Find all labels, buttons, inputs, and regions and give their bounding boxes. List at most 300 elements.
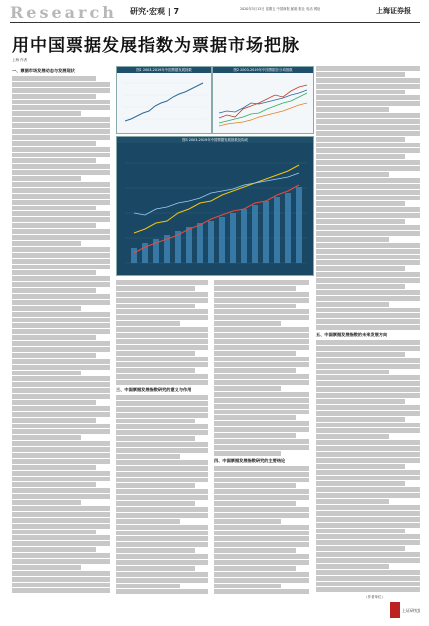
section-heading: 五、中国票据发展指数的未来发展方向 (316, 332, 388, 338)
text-line (12, 211, 110, 216)
text-line (214, 392, 309, 397)
text-line (12, 270, 96, 275)
text-line (12, 323, 110, 328)
text-line (116, 525, 208, 530)
text-line (316, 72, 405, 77)
text-line (12, 200, 110, 205)
text-line (116, 448, 208, 453)
text-line (214, 333, 309, 338)
text-line (12, 223, 96, 228)
text-line (214, 398, 309, 403)
text-line (12, 235, 110, 240)
text-line (12, 306, 81, 311)
text-line (116, 531, 208, 536)
text-line (214, 525, 309, 530)
chart-3-plot (117, 143, 313, 275)
text-line (12, 482, 96, 487)
text-line (214, 566, 296, 571)
text-line (316, 319, 420, 324)
text-line (316, 131, 420, 136)
author-unit: （作者单位） (364, 595, 385, 599)
text-line (214, 374, 309, 379)
text-line (316, 476, 420, 481)
text-line (12, 312, 110, 317)
text-line (116, 566, 195, 571)
text-line (214, 519, 281, 524)
text-line (12, 76, 96, 81)
text-line (214, 357, 309, 362)
text-line (12, 176, 81, 181)
text-line (316, 434, 389, 439)
text-line (316, 107, 389, 112)
text-line (12, 117, 110, 122)
text-line (12, 465, 96, 470)
text-line (316, 290, 420, 295)
text-line (116, 321, 180, 326)
section-heading: 四、中国票据发展指数研究的主要结论 (214, 457, 286, 463)
text-line (316, 284, 405, 289)
text-line (316, 411, 420, 416)
text-column-3 (214, 280, 309, 594)
text-line (12, 170, 110, 175)
text-line (316, 487, 420, 492)
text-line (214, 560, 309, 565)
text-line (316, 399, 405, 404)
text-line (12, 412, 110, 417)
text-line (316, 540, 420, 545)
text-line (12, 318, 110, 323)
text-line (316, 272, 420, 277)
text-line (316, 166, 420, 171)
text-line (316, 219, 405, 224)
text-line (316, 552, 420, 557)
text-line (316, 570, 420, 575)
text-line (12, 541, 110, 546)
text-line (316, 481, 405, 486)
text-line (12, 229, 110, 234)
text-line (316, 296, 420, 301)
text-line (316, 143, 420, 148)
text-line (12, 435, 81, 440)
text-line (12, 111, 81, 116)
text-line (12, 217, 110, 222)
text-line (116, 513, 208, 518)
text-line (12, 288, 96, 293)
text-column-1 (12, 66, 110, 594)
text-line (316, 325, 420, 330)
text-line (116, 368, 195, 373)
text-line (316, 470, 420, 475)
text-line (214, 584, 281, 589)
text-line (316, 90, 405, 95)
text-line (116, 472, 208, 477)
text-line (116, 292, 208, 297)
text-line (12, 500, 81, 505)
text-line (214, 572, 309, 577)
text-line (316, 499, 389, 504)
footer-logo (390, 602, 420, 620)
text-line (12, 253, 110, 258)
text-line (316, 423, 420, 428)
text-line (214, 554, 309, 559)
text-line (316, 125, 420, 130)
text-line (316, 428, 420, 433)
text-line (116, 436, 195, 441)
text-line (12, 471, 110, 476)
text-line (316, 405, 420, 410)
text-line (116, 407, 208, 412)
text-line (316, 172, 389, 177)
text-line (214, 427, 309, 432)
brand-wordmark: Research (10, 3, 117, 22)
text-line (116, 578, 208, 583)
text-line (316, 517, 420, 522)
text-line (214, 298, 309, 303)
text-line (116, 454, 180, 459)
text-line (316, 493, 420, 498)
text-line (214, 410, 309, 415)
text-line (214, 536, 309, 541)
text-line (316, 417, 405, 422)
text-line (116, 572, 208, 577)
text-line (214, 578, 309, 583)
text-line (116, 315, 208, 320)
text-line (12, 459, 110, 464)
text-line (214, 345, 309, 350)
text-line (316, 101, 420, 106)
text-line (316, 213, 420, 218)
text-line (12, 406, 110, 411)
text-line (214, 339, 309, 344)
text-line (316, 511, 420, 516)
text-line (116, 548, 195, 553)
text-line (316, 546, 405, 551)
section-heading: 三、中国票据发展指数研究的意义与作用 (116, 387, 192, 393)
text-line (12, 441, 110, 446)
text-line (214, 531, 309, 536)
text-line (316, 231, 420, 236)
text-line (316, 266, 405, 271)
text-line (116, 424, 208, 429)
text-line (316, 440, 420, 445)
text-line (316, 260, 420, 265)
text-line (316, 95, 420, 100)
text-line (116, 351, 195, 356)
text-line (12, 488, 110, 493)
text-line (316, 137, 405, 142)
text-line (12, 347, 110, 352)
text-line (12, 335, 96, 340)
text-line (116, 401, 208, 406)
text-line (12, 341, 110, 346)
text-line (316, 160, 420, 165)
text-line (116, 501, 195, 506)
text-column-2 (116, 280, 208, 594)
text-line (12, 82, 110, 87)
text-line (12, 388, 110, 393)
text-line (316, 78, 420, 83)
text-line (12, 123, 110, 128)
figure-caption: 图2 2003-2019年中国票据各分项指数 (213, 67, 313, 73)
text-line (316, 201, 405, 206)
text-line (12, 135, 110, 140)
text-line (12, 553, 110, 558)
text-line (316, 534, 420, 539)
text-line (316, 529, 405, 534)
text-line (316, 446, 420, 451)
text-line (12, 571, 110, 576)
text-line (12, 512, 110, 517)
text-line (214, 286, 296, 291)
text-line (316, 302, 389, 307)
text-line (12, 535, 110, 540)
text-line (214, 280, 309, 285)
text-line (316, 523, 420, 528)
text-line (12, 524, 110, 529)
chart-1-plot (117, 73, 211, 133)
text-line (12, 424, 110, 429)
text-line (12, 88, 110, 93)
text-line (214, 368, 296, 373)
text-line (316, 505, 420, 510)
text-line (316, 207, 420, 212)
text-line (214, 445, 309, 450)
text-line (12, 382, 110, 387)
text-line (214, 542, 309, 547)
text-line (316, 278, 420, 283)
text-line (316, 558, 420, 563)
figure-chart-3 (116, 136, 314, 276)
text-line (116, 362, 208, 367)
text-line (116, 333, 208, 338)
text-line (116, 298, 208, 303)
text-line (116, 495, 208, 500)
text-line (116, 430, 208, 435)
text-line (116, 442, 208, 447)
text-line (214, 386, 281, 391)
text-line (116, 542, 208, 547)
text-line (214, 439, 309, 444)
text-line (116, 554, 208, 559)
text-line (12, 506, 110, 511)
chart-2-plot (213, 73, 313, 133)
text-line (12, 158, 96, 163)
text-line (12, 259, 110, 264)
text-line (116, 413, 208, 418)
text-line (116, 286, 195, 291)
text-line (12, 188, 110, 193)
text-line (316, 225, 420, 230)
text-line (214, 472, 309, 477)
text-line (12, 588, 110, 593)
text-line (116, 357, 208, 362)
text-line (12, 447, 110, 452)
text-line (12, 429, 110, 434)
text-line (116, 483, 195, 488)
text-line (214, 292, 309, 297)
text-line (116, 460, 208, 465)
text-line (12, 147, 110, 152)
text-line (12, 300, 110, 305)
text-line (316, 582, 420, 587)
text-line (214, 327, 309, 332)
figure-caption: 图3 2003-2019年中国票据发展指数及构成 (117, 137, 313, 143)
text-line (214, 315, 309, 320)
text-line (116, 466, 208, 471)
text-line (316, 255, 420, 260)
text-line (12, 530, 96, 535)
text-line (214, 483, 296, 488)
text-line (12, 153, 110, 158)
text-line (316, 576, 420, 581)
text-line (214, 309, 309, 314)
text-line (12, 577, 110, 582)
text-line (214, 501, 296, 506)
text-line (316, 190, 420, 195)
text-line (316, 119, 420, 124)
text-line (12, 294, 110, 299)
text-line (12, 371, 81, 376)
text-line (316, 184, 420, 189)
text-line (316, 587, 420, 592)
text-line (12, 241, 81, 246)
text-line (316, 352, 405, 357)
text-line (12, 94, 96, 99)
text-line (316, 308, 420, 313)
text-line (116, 345, 208, 350)
text-line (12, 494, 110, 499)
text-line (316, 346, 420, 351)
text-line (116, 478, 208, 483)
text-line (12, 365, 110, 370)
text-line (12, 141, 96, 146)
text-line (12, 559, 110, 564)
text-line (316, 148, 420, 153)
text-line (316, 340, 420, 345)
text-line (12, 477, 110, 482)
text-line (214, 489, 309, 494)
text-line (316, 249, 420, 254)
page-header (0, 0, 429, 24)
text-line (116, 536, 208, 541)
text-line (116, 327, 208, 332)
text-line (316, 387, 420, 392)
text-line (214, 304, 296, 309)
text-line (316, 464, 405, 469)
text-line (316, 113, 420, 118)
text-line (214, 513, 309, 518)
text-line (316, 154, 405, 159)
text-line (214, 351, 296, 356)
text-line (12, 182, 110, 187)
text-line (214, 321, 281, 326)
text-line (116, 374, 208, 379)
text-line (316, 66, 420, 71)
text-line (116, 584, 180, 589)
header-rule (10, 22, 420, 23)
text-line (12, 400, 96, 405)
text-line (12, 194, 110, 199)
header-info: 2020年3月13日 星期五 中国商报 邮箱 报社 电话 网址 (240, 7, 321, 11)
text-line (214, 415, 296, 420)
text-line (316, 370, 389, 375)
text-line (12, 359, 110, 364)
text-line (214, 507, 309, 512)
text-line (316, 84, 420, 89)
text-line (214, 404, 309, 409)
text-line (12, 353, 96, 358)
newspaper-logo: 上海证券报 (376, 6, 411, 15)
text-line (12, 376, 110, 381)
text-line (12, 206, 96, 211)
text-line (12, 100, 110, 105)
text-line (116, 589, 208, 594)
text-line (12, 453, 110, 458)
text-line (12, 276, 110, 281)
text-line (316, 196, 420, 201)
figure-chart-1 (116, 66, 212, 134)
text-line (116, 395, 208, 400)
text-line (316, 452, 420, 457)
text-line (12, 394, 110, 399)
footer-logo-text: 上证研究院 (402, 608, 420, 613)
text-line (116, 489, 208, 494)
text-line (12, 105, 110, 110)
text-line (12, 164, 110, 169)
text-line (116, 419, 195, 424)
figure-caption: 图1 2003-2019年中国票据发展指数 (117, 67, 211, 73)
text-line (116, 280, 208, 285)
text-line (316, 358, 420, 363)
text-line (214, 380, 309, 385)
text-line (316, 393, 420, 398)
text-line (214, 478, 309, 483)
section-label: 研究·宏观 | 7 (130, 7, 180, 16)
text-line (316, 458, 420, 463)
text-line (12, 547, 96, 552)
text-line (214, 421, 309, 426)
text-line (12, 418, 96, 423)
text-line (12, 282, 110, 287)
text-line (316, 375, 420, 380)
text-line (12, 265, 110, 270)
text-line (116, 309, 208, 314)
text-line (316, 564, 389, 569)
text-line (214, 466, 309, 471)
text-line (12, 565, 81, 570)
text-line (214, 589, 309, 594)
text-line (214, 495, 309, 500)
text-line (116, 339, 208, 344)
text-line (12, 129, 110, 134)
text-line (214, 433, 296, 438)
text-line (316, 364, 420, 369)
text-line (116, 507, 208, 512)
figure-chart-2 (212, 66, 314, 134)
text-line (214, 548, 296, 553)
text-line (316, 381, 420, 386)
article-title: 用中国票据发展指数为票据市场把脉 (12, 36, 300, 56)
text-line (12, 518, 110, 523)
text-line (214, 451, 281, 456)
section-heading: 一、票据市场发展动态与发展现状 (12, 68, 75, 73)
text-line (116, 560, 208, 565)
text-line (12, 247, 110, 252)
text-line (116, 304, 195, 309)
text-line (116, 519, 180, 524)
text-column-4 (316, 66, 420, 592)
text-line (316, 178, 420, 183)
